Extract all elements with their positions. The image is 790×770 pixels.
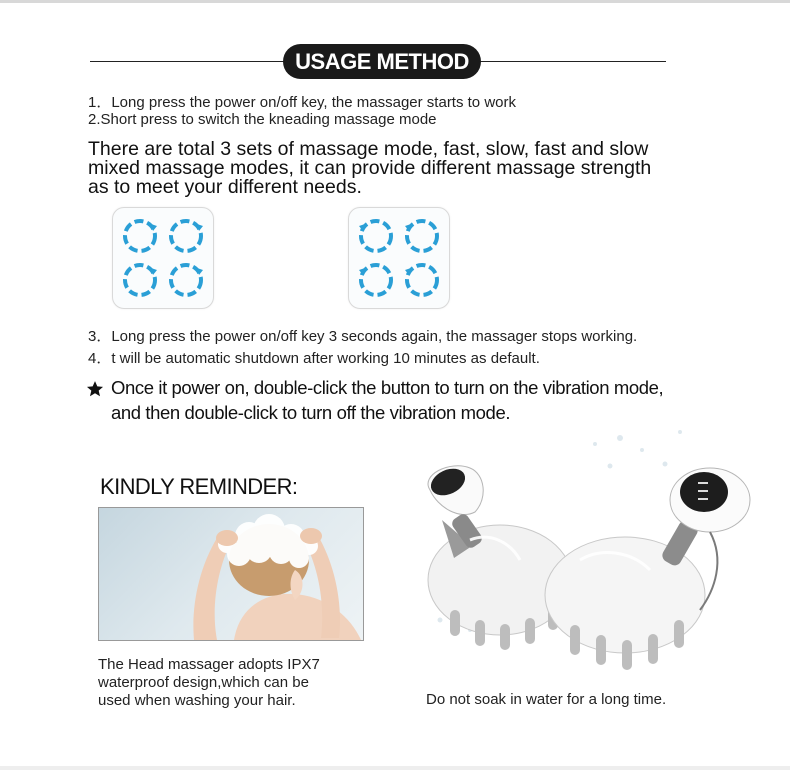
rotation-pattern-icon	[113, 208, 213, 308]
step-3: 3．Long press the power on/off key 3 seconds again, the massager stops working.	[88, 328, 638, 345]
reminder-title: KINDLY REMINDER:	[100, 474, 298, 499]
step-4: 4．t will be automatic shutdown after working 10 minutes as default.	[88, 350, 540, 367]
massager-product-image	[380, 420, 765, 685]
hair-washing-photo	[98, 507, 364, 641]
step-2: 2.Short press to switch the kneading massage mode	[88, 111, 437, 128]
title-rule-left	[90, 61, 290, 62]
modes-line-2: mixed massage modes, it can provide different massage strength	[88, 157, 652, 179]
rotation-pattern-icon	[349, 208, 449, 308]
waterproof-caption-3: used when washing your hair.	[98, 692, 296, 709]
modes-line-3: as to meet your different needs.	[88, 176, 362, 198]
star-icon	[86, 380, 104, 398]
massage-mode-pad-counterclockwise	[348, 207, 450, 309]
modes-line-1: There are total 3 sets of massage mode, fast, slow, fast and slow	[88, 138, 649, 160]
soak-warning: Do not soak in water for a long time.	[426, 691, 667, 708]
title-rule-right	[478, 61, 666, 62]
vibration-note-line-1: Once it power on, double-click the button to turn on the vibration mode,	[111, 377, 664, 398]
bottom-divider	[0, 766, 790, 770]
step-1: 1．Long press the power on/off key, the massager starts to work	[88, 94, 516, 111]
waterproof-caption-1: The Head massager adopts IPX7	[98, 656, 320, 673]
massage-mode-pad-clockwise	[112, 207, 214, 309]
top-divider	[0, 0, 790, 3]
vibration-note-line-2: and then double-click to turn off the vibration mode.	[111, 402, 511, 423]
waterproof-caption-2: waterproof design,which can be	[98, 674, 309, 691]
section-title: USAGE METHOD	[283, 44, 481, 79]
